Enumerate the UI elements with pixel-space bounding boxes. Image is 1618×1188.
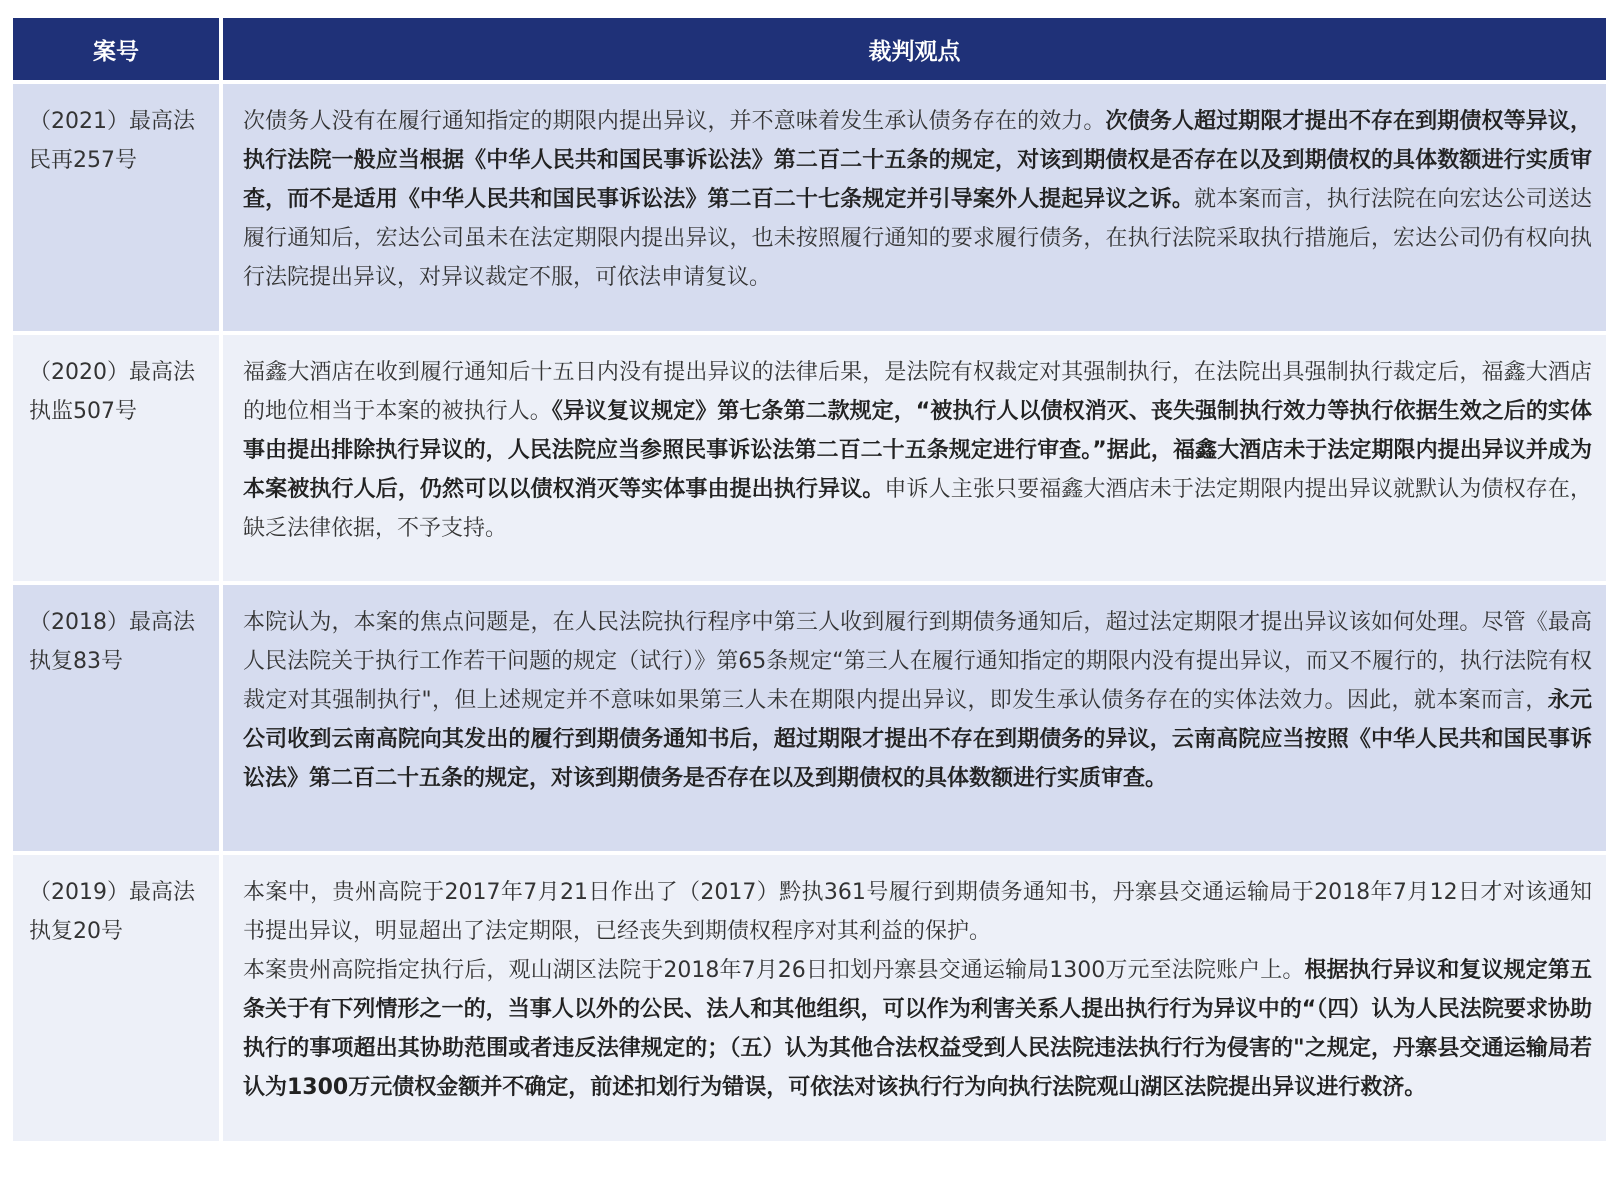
view-text: 本院认为，本案的焦点问题是，在人民法院执行程序中第三人收到履行到期债务通知后，超过法定期限才提出异议该如何处理。尽管《最高人民法院关于执行工作若干问题的规定（试行）》第65条规定“第三人在履行通知指定的期限内没有提出异议，而又不履行的，执行法院有权裁定对其强制执行"，但上述规定并不意味如果第三人未在期限内提出异议，即发生承认债务存在的实体法效力。因此，就本案而言， [243, 610, 1592, 713]
table-row [13, 585, 1606, 855]
view-paragraph [243, 951, 1592, 1107]
header-judgment-view: 裁判观点 [223, 18, 1606, 84]
view-text: 福鑫大酒店在收到履行通知后十五日内没有提出异议的法律后果，是法院有权裁定对其强制执行，在法院出具强制执行裁定后，福鑫大酒店的地位相当于本案的被执行人。 [243, 360, 1592, 424]
case-number-cell: （2020）最高法执监507号 [13, 335, 223, 585]
view-paragraph [243, 873, 1592, 951]
table-row [13, 84, 1606, 335]
view-text-emphasis: 次债务人超过期限才提出不存在到期债权等异议，执行法院一般应当根据《中华人民共和国民事诉讼法》第二百二十五条的规定，对该到期债权是否存在以及到期债权的具体数额进行实质审查，而不是适用《中华人民共和国民事诉讼法》第二百二十七条规定并引导案外人提起异议之诉。 [243, 109, 1592, 212]
cases-table [13, 18, 1606, 1145]
table-row [13, 855, 1606, 1145]
case-number-cell: （2021）最高法民再257号 [13, 84, 223, 335]
view-text-emphasis: 永元公司收到云南高院向其发出的履行到期债务通知书后，超过期限才提出不存在到期债务的异议，云南高院应当按照《中华人民共和国民事诉讼法》第二百二十五条的规定，对该到期债务是否存在以及到期债权的具体数额进行实质审查。 [243, 688, 1592, 791]
view-text-emphasis: 根据执行异议和复议规定第五条关于有下列情形之一的，当事人以外的公民、法人和其他组织，可以作为利害关系人提出执行行为异议中的“（四）认为人民法院要求协助执行的事项超出其协助范围或者违反法律规定的；（五）认为其他合法权益受到人民法院违法执行行为侵害的"之规定，丹寨县交通运输局若认为1300万元债权金额并不确定，前述扣划行为错误，可依法对该执行行为向执行法院观山湖区法院提出异议进行救济。 [243, 958, 1592, 1100]
view-paragraph [243, 603, 1592, 798]
header-case-number: 案号 [13, 18, 223, 84]
view-paragraph [243, 353, 1592, 548]
judgment-view-cell [223, 585, 1606, 855]
judgment-view-cell [223, 855, 1606, 1145]
table-row [13, 335, 1606, 585]
view-text: 就本案而言，执行法院在向宏达公司送达履行通知后，宏达公司虽未在法定期限内提出异议，也未按照履行通知的要求履行债务，在执行法院采取执行措施后，宏达公司仍有权向执行法院提出异议，对异议裁定不服，可依法申请复议。 [243, 187, 1592, 290]
table-header [13, 18, 1606, 84]
view-text: 本案中，贵州高院于2017年7月21日作出了（2017）黔执361号履行到期债务通知书，丹寨县交通运输局于2018年7月12日才对该通知书提出异议，明显超出了法定期限，已经丧失到期债权程序对其利益的保护。 [243, 880, 1592, 944]
view-text: 本案贵州高院指定执行后，观山湖区法院于2018年7月26日扣划丹寨县交通运输局1300万元至法院账户上。 [243, 958, 1305, 983]
view-paragraph [243, 102, 1592, 297]
view-text: 次债务人没有在履行通知指定的期限内提出异议，并不意味着发生承认债务存在的效力。 [243, 109, 1106, 134]
judgment-view-cell [223, 84, 1606, 335]
cases-table-wrapper [13, 18, 1606, 1145]
view-text-emphasis: 《异议复议规定》第七条第二款规定，“被执行人以债权消灭、丧失强制执行效力等执行依据生效之后的实体事由提出排除执行异议的，人民法院应当参照民事诉讼法第二百二十五条规定进行审查。”据此，福鑫大酒店未于法定期限内提出异议并成为本案被执行人后，仍然可以以债权消灭等实体事由提出执行异议。 [243, 399, 1592, 502]
view-text: 申诉人主张只要福鑫大酒店未于法定期限内提出异议就默认为债权存在，缺乏法律依据，不予支持。 [243, 477, 1592, 541]
case-number-cell: （2019）最高法执复20号 [13, 855, 223, 1145]
case-number-cell: （2018）最高法执复83号 [13, 585, 223, 855]
judgment-view-cell [223, 335, 1606, 585]
